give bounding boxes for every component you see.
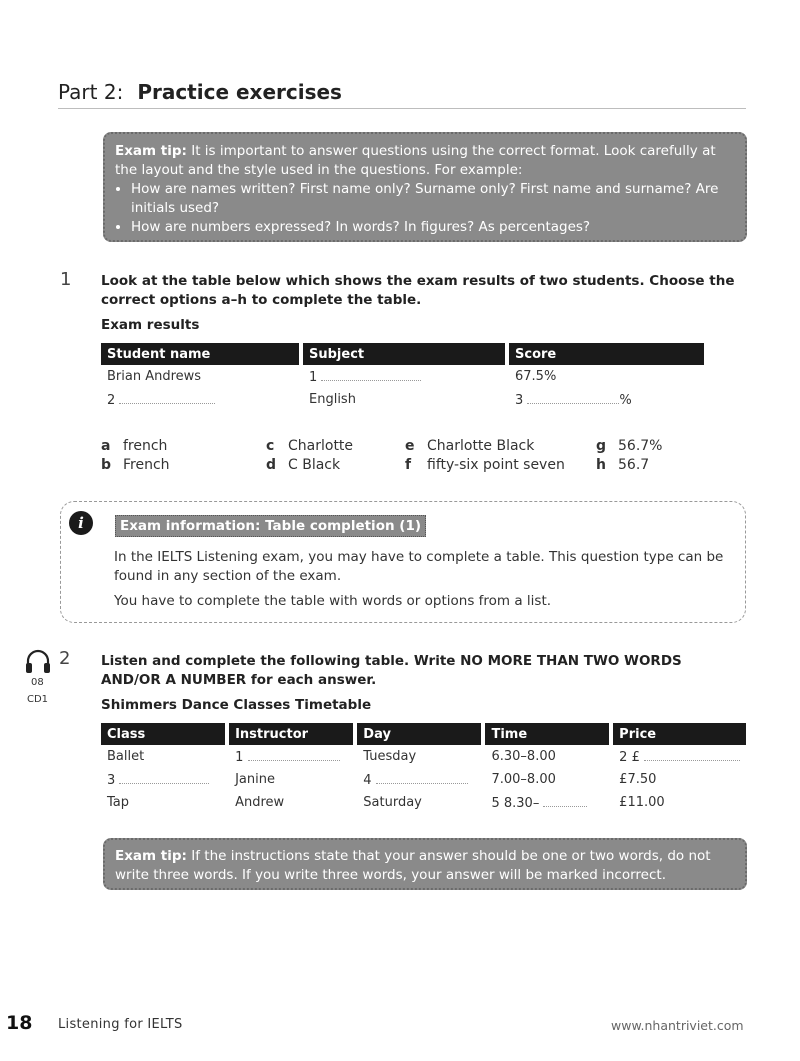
exam-information-text: You have to complete the table with words or options from a list. xyxy=(114,593,552,609)
answer-blank[interactable] xyxy=(527,391,619,404)
answer-blank[interactable] xyxy=(248,748,340,761)
table-cell: Brian Andrews xyxy=(107,369,202,384)
table-cell: English xyxy=(309,392,356,407)
table-header-row xyxy=(101,723,746,745)
gap-number: 2 £ xyxy=(619,750,640,765)
option-item: f fifty-six point seven xyxy=(405,457,565,473)
table-cell xyxy=(229,745,357,768)
column-header: Subject xyxy=(303,343,509,365)
table-row xyxy=(101,388,704,411)
table-cell: £11.00 xyxy=(619,795,665,810)
option-item: e Charlotte Black xyxy=(405,438,535,454)
table-cell xyxy=(613,745,746,768)
table-cell xyxy=(101,768,229,791)
option-item: g 56.7% xyxy=(596,438,663,454)
gap-number: 1 xyxy=(235,750,244,765)
column-header: Class xyxy=(101,723,229,745)
page-number: 18 xyxy=(6,1012,33,1034)
headphones-icon xyxy=(24,648,52,674)
exam-tip-bullets xyxy=(115,180,735,237)
answer-blank[interactable] xyxy=(543,794,587,807)
option-item: h 56.7 xyxy=(596,457,650,473)
table-cell: Ballet xyxy=(107,749,145,764)
question-number: 2 xyxy=(59,648,71,669)
audio-track-number: 08 xyxy=(31,677,44,688)
table-cell: Tap xyxy=(107,795,130,810)
exam-tip-bullet: • How are names written? First name only? Surname only? First name and surname? Are initials used? xyxy=(131,180,735,218)
column-header: Student name xyxy=(101,343,303,365)
option-item: a french xyxy=(101,438,168,454)
percent-suffix: % xyxy=(619,393,632,408)
table-cell xyxy=(485,791,613,814)
exam-tip-label: Exam tip: xyxy=(115,143,187,159)
gap-number: 2 xyxy=(107,393,116,408)
column-header: Instructor xyxy=(229,723,357,745)
gap-number: 3 xyxy=(515,393,524,408)
table-cell: £7.50 xyxy=(619,772,657,787)
question-number: 1 xyxy=(60,269,72,290)
audio-cd-label: CD1 xyxy=(27,694,49,705)
exam-information-heading: Exam information: Table completion (1) xyxy=(115,515,426,537)
answer-blank[interactable] xyxy=(644,748,740,761)
exam-information-text: In the IELTS Listening exam, you may have to complete a table. This question type can be found in any section of the exam. xyxy=(114,549,724,584)
answer-blank[interactable] xyxy=(119,391,215,404)
table-title: Exam results xyxy=(101,317,200,333)
table-cell xyxy=(509,388,704,411)
gap-number: 4 xyxy=(363,773,372,788)
info-icon: i xyxy=(69,511,93,535)
title-divider xyxy=(58,108,746,109)
part-label: Part 2: xyxy=(58,80,124,104)
website-url: www.nhantriviet.com xyxy=(611,1018,744,1033)
column-header: Day xyxy=(357,723,485,745)
exam-tip-text: If the instructions state that your answer should be one or two words, do not write three words. If you write three words, your answer will be marked incorrect. xyxy=(115,848,711,883)
table-cell xyxy=(101,388,303,411)
book-title: Listening for IELTS xyxy=(58,1017,183,1032)
column-header: Time xyxy=(485,723,613,745)
gap-number: 5 8.30– xyxy=(491,796,540,811)
column-header: Score xyxy=(509,343,704,365)
table-cell: Tuesday xyxy=(363,749,417,764)
exam-tip-box xyxy=(103,132,747,242)
table-header-row xyxy=(101,343,704,365)
page-title xyxy=(58,80,342,104)
table-row xyxy=(101,365,704,388)
option-item: c Charlotte xyxy=(266,438,354,454)
answer-blank[interactable] xyxy=(376,771,468,784)
table-row xyxy=(101,745,746,768)
section-title: Practice exercises xyxy=(137,80,342,104)
exam-tip-label: Exam tip: xyxy=(115,848,187,864)
dance-timetable-table xyxy=(101,723,746,814)
table-cell: 7.00–8.00 xyxy=(491,772,556,787)
gap-number: 3 xyxy=(107,773,116,788)
exam-tip-bullet: • How are numbers expressed? In words? In figures? As percentages? xyxy=(131,218,735,237)
table-cell xyxy=(357,768,485,791)
option-item: d C Black xyxy=(266,457,341,473)
question-text: Look at the table below which shows the exam results of two students. Choose the correct options a–h to complete the table. xyxy=(101,273,735,308)
table-cell xyxy=(303,365,509,388)
gap-number: 1 xyxy=(309,370,318,385)
exam-tip-box xyxy=(103,838,747,890)
table-cell: 67.5% xyxy=(515,369,557,384)
table-row xyxy=(101,791,746,814)
table-title: Shimmers Dance Classes Timetable xyxy=(101,697,372,713)
table-cell: Andrew xyxy=(235,795,285,810)
table-row xyxy=(101,768,746,791)
table-cell: Saturday xyxy=(363,795,422,810)
exam-results-table xyxy=(101,343,704,411)
answer-blank[interactable] xyxy=(119,771,209,784)
answer-blank[interactable] xyxy=(321,368,421,381)
table-cell: 6.30–8.00 xyxy=(491,749,556,764)
column-header: Price xyxy=(613,723,746,745)
exam-tip-text: It is important to answer questions using the correct format. Look carefully at the layout and the style used in the questions. For example: xyxy=(115,143,716,178)
question-text: Listen and complete the following table. Write NO MORE THAN TWO WORDS AND/OR A NUMBER for each answer. xyxy=(101,653,682,688)
option-item: b French xyxy=(101,457,170,473)
table-cell: Janine xyxy=(235,772,275,787)
